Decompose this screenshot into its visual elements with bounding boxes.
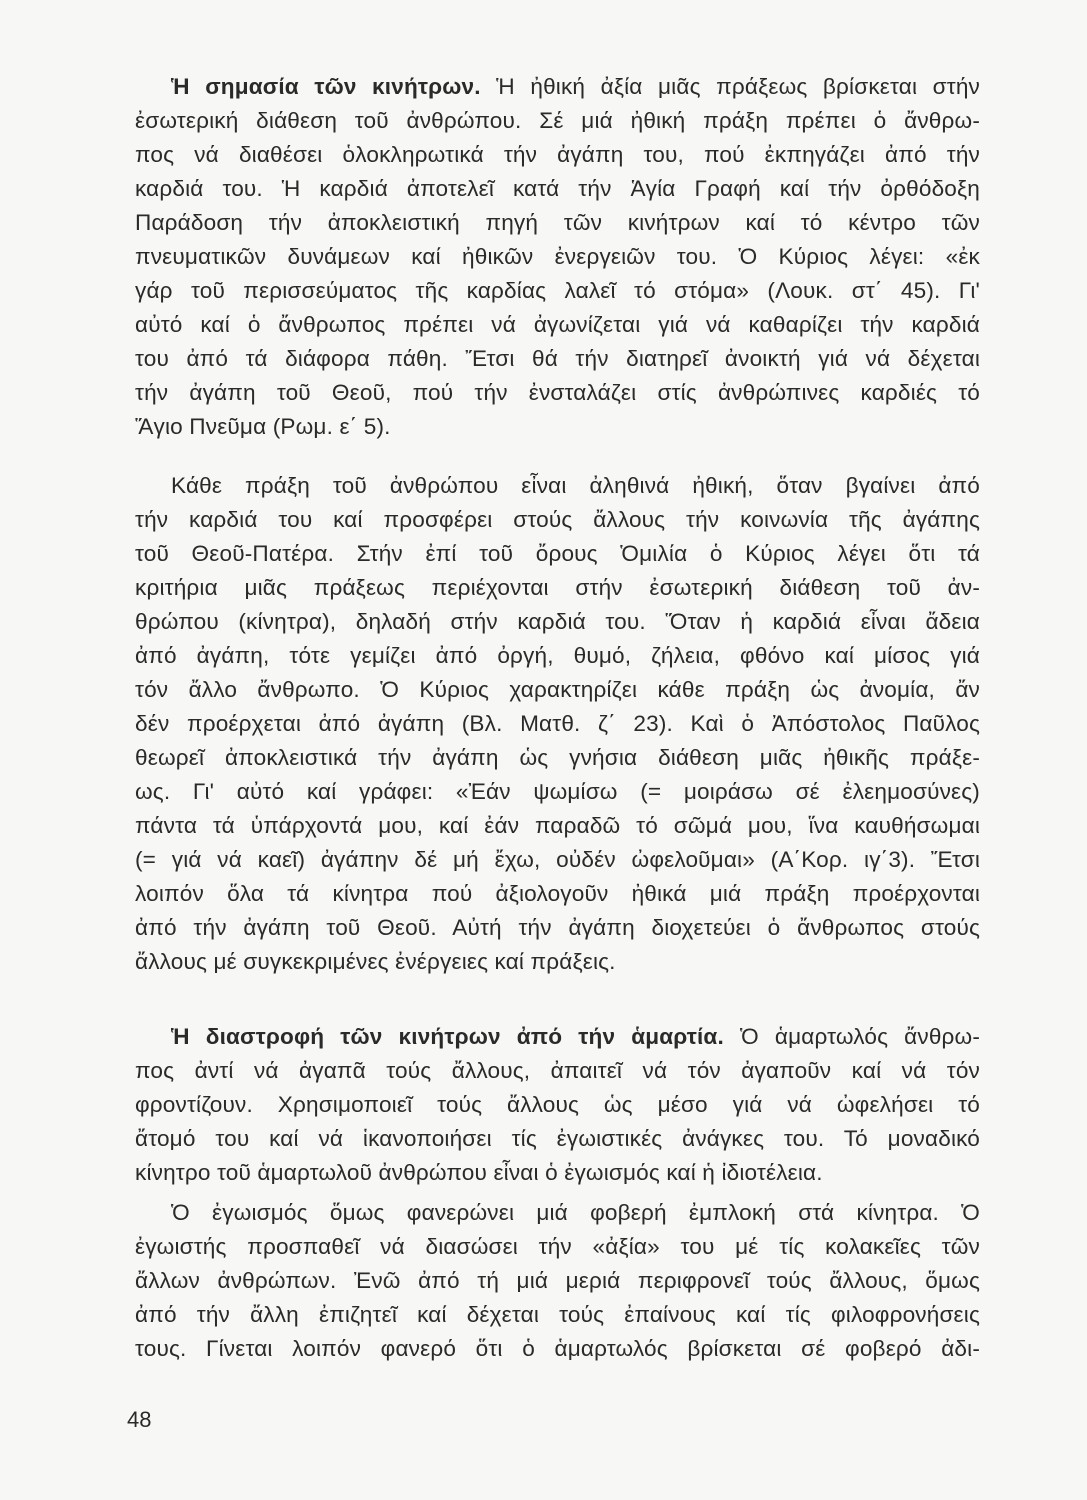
text-line: ἄτομό του καί νά ἱκανοποιήσει τίς ἐγωιστικές ἀνάγκες του. Τό μοναδικό	[135, 1126, 980, 1151]
text-line: γάρ τοῦ περισσεύματος τῆς καρδίας λαλεῖ τό στόμα» (Λουκ. στ΄ 45). Γι'	[135, 278, 980, 303]
text-line: λοιπόν ὅλα τά κίνητρα πού ἀξιολογοῦν ἠθικά μιά πράξη προέρχονται	[135, 881, 980, 906]
text-line: τόν ἄλλο ἄνθρωπο. Ὁ Κύριος χαρακτηρίζει κάθε πράξη ὡς ἀνομία, ἄν	[135, 677, 980, 702]
text-line: του ἀπό τά διάφορα πάθη. Ἔτσι θά τήν διατηρεῖ ἀνοικτή γιά νά δέχεται	[135, 346, 980, 371]
text-line: θρώπου (κίνητρα), δηλαδή στήν καρδιά του. Ὅταν ἡ καρδιά εἶναι ἄδεια	[135, 609, 980, 634]
text-line: Ἡ διαστροφή τῶν κινήτρων ἀπό τήν ἁμαρτία. Ὁ ἁμαρτωλός ἄνθρω-	[171, 1024, 981, 1049]
text-line: πνευματικῶν δυνάμεων καί ἠθικῶν ἐνεργειῶν του. Ὁ Κύριος λέγει: «ἐκ	[135, 244, 980, 269]
text-line: ἄλλους μέ συγκεκριμένες ἐνέργειες καί πράξεις.	[135, 949, 616, 974]
text-line: πος νά διαθέσει ὁλοκληρωτικά τήν ἀγάπη του, πού ἐκπηγάζει ἀπό τήν	[135, 142, 980, 167]
text-line: (= γιά νά καεῖ) ἀγάπην δέ μή ἔχω, οὐδέν ὠφελοῦμαι» (Α΄Κορ. ιγ΄3). Ἔτσι	[135, 847, 980, 872]
text-line: Παράδοση τήν ἀποκλειστική πηγή τῶν κινήτρων καί τό κέντρο τῶν	[135, 210, 980, 235]
paragraph-egoism	[135, 1196, 980, 1366]
text-line: Κάθε πράξη τοῦ ἀνθρώπου εἶναι ἀληθινά ἠθική, ὅταν βγαίνει ἀπό	[171, 473, 980, 498]
text-line: ως. Γι' αὐτό καί γράφει: «Ἐάν ψωμίσω (= μοιράσω σέ ἐλεημοσύνες)	[135, 779, 980, 804]
text-line: Ἅγιο Πνεῦμα (Ρωμ. ε΄ 5).	[135, 414, 391, 439]
text-line: τοῦ Θεοῦ-Πατέρα. Στήν ἐπί τοῦ ὄρους Ὁμιλία ὁ Κύριος λέγει ὅτι τά	[135, 541, 980, 566]
section-heading: Ἡ διαστροφή τῶν κινήτρων ἀπό τήν ἁμαρτία.	[171, 1024, 724, 1049]
text-line: δέν προέρχεται ἀπό ἀγάπη (Βλ. Ματθ. ζ΄ 23). Καὶ ὁ Ἀπόστολος Παῦλος	[135, 711, 980, 736]
text-line: θεωρεῖ ἀποκλειστικά τήν ἀγάπη ὡς γνήσια διάθεση μιᾶς ἠθικῆς πράξε-	[135, 745, 980, 770]
text-line: κίνητρο τοῦ ἁμαρτωλοῦ ἀνθρώπου εἶναι ὁ ἐγωισμός καί ἡ ἰδιοτέλεια.	[135, 1160, 823, 1185]
text-line: πάντα τά ὑπάρχοντά μου, καί ἐάν παραδῶ τό σῶμά μου, ἵνα καυθήσωμαι	[135, 813, 980, 838]
text-line: τήν ἀγάπη τοῦ Θεοῦ, πού τήν ἐνσταλάζει στίς ἀνθρώπινες καρδιές τό	[135, 380, 980, 405]
text-line: Ὁ ἐγωισμός ὅμως φανερώνει μιά φοβερή ἐμπλοκή στά κίνητρα. Ὁ	[171, 1200, 980, 1225]
paragraph-true-ethical-act	[135, 469, 980, 979]
paragraph-motives-importance	[135, 70, 980, 444]
text-line: ἐγωιστής προσπαθεῖ νά διασώσει τήν «ἀξία» του μέ τίς κολακεῖες τῶν	[135, 1234, 980, 1259]
text-line: καρδιά του. Ἡ καρδιά ἀποτελεῖ κατά τήν Ἁγία Γραφή καί τήν ὀρθόδοξη	[135, 176, 980, 201]
text-line: ἀπό τήν ἄλλη ἐπιζητεῖ καί δέχεται τούς ἐπαίνους καί τίς φιλοφρονήσεις	[135, 1302, 980, 1327]
text-line: αὐτό καί ὁ ἄνθρωπος πρέπει νά ἀγωνίζεται γιά νά καθαρίζει τήν καρδιά	[135, 312, 980, 337]
section-heading: Ἡ σημασία τῶν κινήτρων.	[171, 74, 481, 99]
text-line: τους. Γίνεται λοιπόν φανερό ὅτι ὁ ἁμαρτωλός βρίσκεται σέ φοβερό ἀδι-	[135, 1336, 980, 1361]
text-line: φροντίζουν. Χρησιμοποιεῖ τούς ἄλλους ὡς μέσο γιά νά ὠφελήσει τό	[135, 1092, 980, 1117]
paragraph-distortion-by-sin	[135, 1020, 980, 1190]
text-line: ἄλλων ἀνθρώπων. Ἐνῶ ἀπό τή μιά μεριά περιφρονεῖ τούς ἄλλους, ὅμως	[135, 1268, 980, 1293]
page-number: 48	[127, 1407, 152, 1432]
text-line: κριτήρια μιᾶς πράξεως περιέχονται στήν ἐσωτερική διάθεση τοῦ ἀν-	[135, 575, 980, 600]
text-line: πος ἀντί νά ἀγαπᾶ τούς ἄλλους, ἀπαιτεῖ νά τόν ἀγαποῦν καί νά τόν	[135, 1058, 980, 1083]
text-line: ἀπό ἀγάπη, τότε γεμίζει ἀπό ὀργή, θυμό, ζήλεια, φθόνο καί μίσος γιά	[135, 643, 980, 668]
text-line: Ἡ σημασία τῶν κινήτρων. Ἡ ἠθική ἀξία μιᾶς πράξεως βρίσκεται στήν	[171, 74, 980, 99]
text-line: ἀπό τήν ἀγάπη τοῦ Θεοῦ. Αὐτή τήν ἀγάπη διοχετεύει ὁ ἄνθρωπος στούς	[135, 915, 980, 940]
text-line: ἐσωτερική διάθεση τοῦ ἀνθρώπου. Σέ μιά ἠθική πράξη πρέπει ὁ ἄνθρω-	[135, 108, 980, 133]
text-line: τήν καρδιά του καί προσφέρει στούς ἄλλους τήν κοινωνία τῆς ἀγάπης	[135, 507, 980, 532]
